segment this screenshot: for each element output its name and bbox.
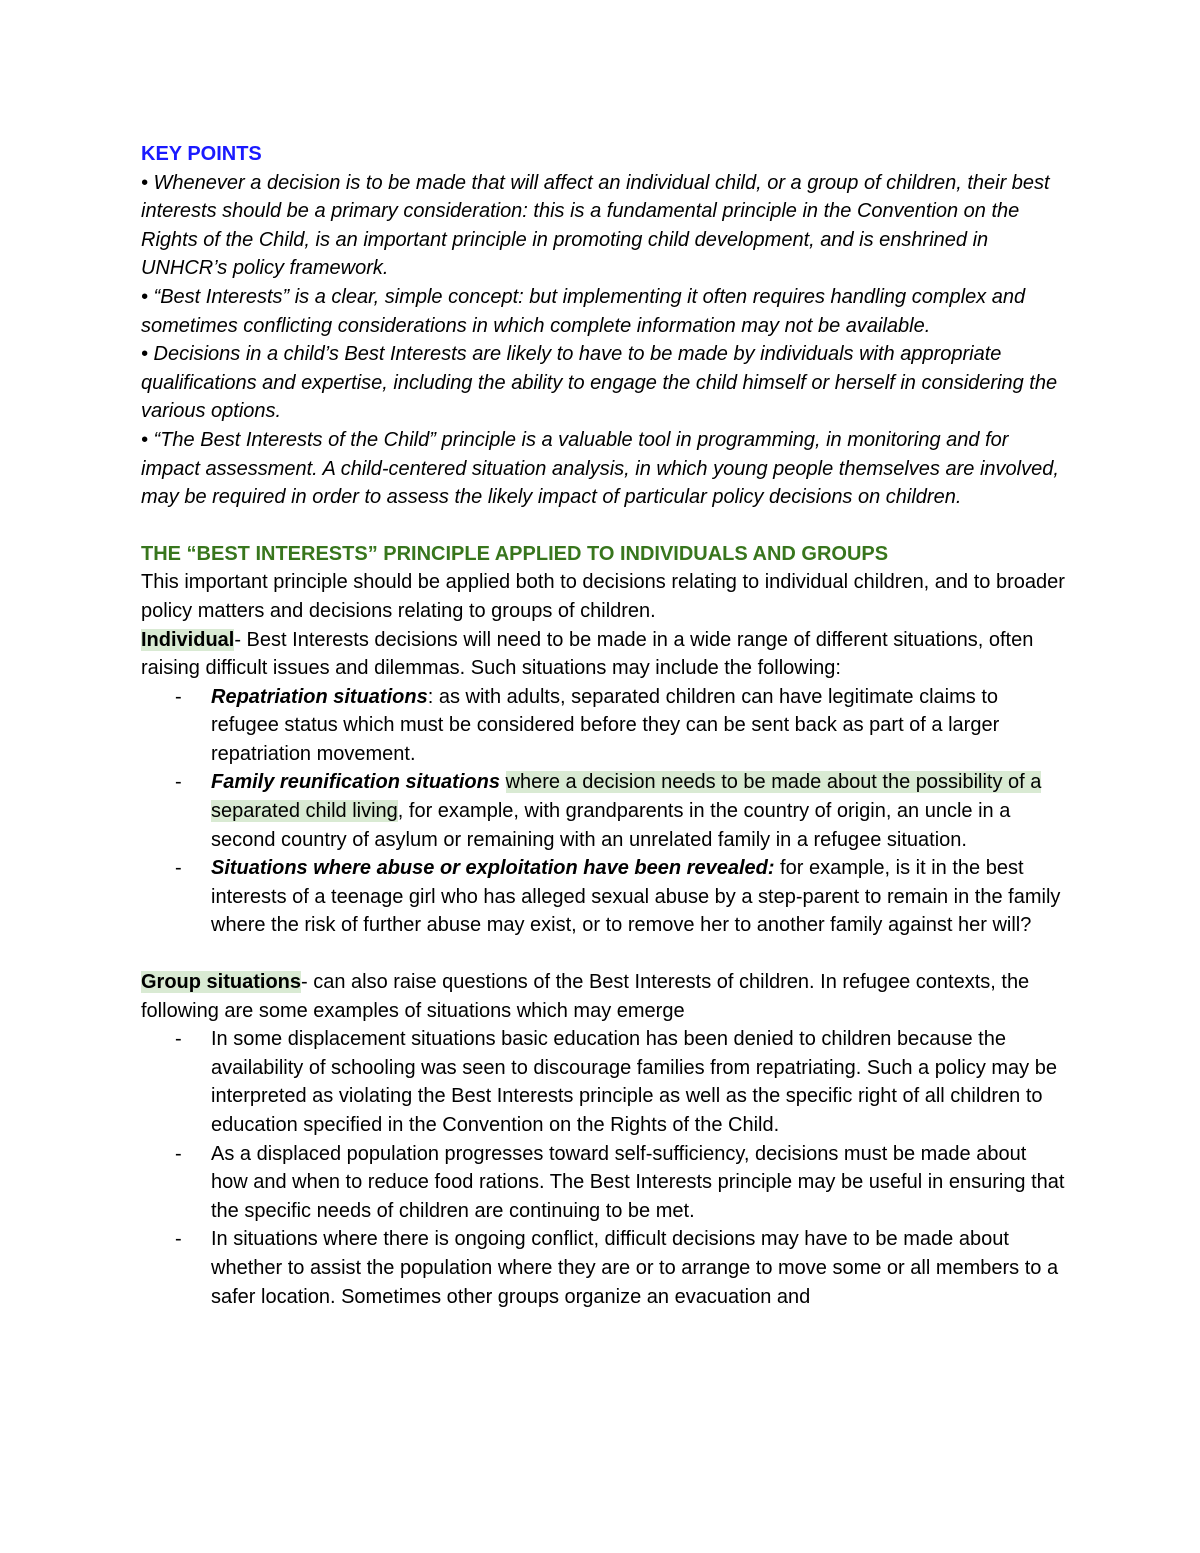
individual-text: - Best Interests decisions will need to be made in a wide range of different situations, often raising difficult issues and dilemmas. Such situations may include the following: [141,628,1034,680]
item-lead: Family reunification situations [211,771,500,794]
individual-label: Individual [141,628,235,651]
item-text: for example, is it in the best interests of a teenage girl who has alleged sexual abuse by a step-parent to remain in the family where the risk of further abuse may exist, or to remove her to another family against her will? [211,857,1061,937]
individual-paragraph [141,626,1066,683]
item-text: : as with adults, separated children can have legitimate claims to refugee status which must be considered before they can be sent back as part of a larger repatriation movement. [211,685,1000,765]
dash-marker: - [175,1228,182,1251]
item-text: In some displacement situations basic education has been denied to children because the availability of schooling was seen to discourage families from repatriating. Such a policy may be interpreted as violating the Best Interests principle as well as the specific right of all children to education specified in the Convention on the Rights of the Child. [211,1028,1057,1136]
spacer [141,940,1066,968]
list-item [175,854,1066,940]
dash-marker: - [175,771,182,794]
list-item [175,683,1066,769]
list-item [175,1025,1066,1139]
key-point-3: • Decisions in a child’s Best Interests are likely to have to be made by individuals with appropriate qualifications and expertise, including the ability to engage the child himself or herself in considering the various options. [141,343,1058,423]
key-point-2: • “Best Interests” is a clear, simple concept: but implementing it often requires handling complex and sometimes conflicting considerations in which complete information may not be available. [141,285,1026,337]
item-text: As a displaced population progresses toward self-sufficiency, decisions must be made about how and when to reduce food rations. The Best Interests principle may be useful in ensuring that the specific needs of children are continuing to be met. [211,1142,1065,1222]
group-list [141,1025,1066,1311]
group-paragraph [141,968,1066,1025]
key-point-4: • “The Best Interests of the Child” principle is a valuable tool in programming, in monitoring and for impact assessment. A child-centered situation analysis, in which young people themselves are involved, may be required in order to assess the likely impact of particular policy decisions on children. [141,428,1059,509]
list-item [175,768,1066,854]
group-label: Group situations [141,971,301,994]
list-item [175,1140,1066,1226]
dash-marker: - [175,1142,182,1165]
spacer [141,512,1066,540]
item-lead: Situations where abuse or exploitation have been revealed: [211,857,775,880]
dash-marker: - [175,1028,182,1051]
item-highlight: where a decision needs to be made about the possibility of a separated child living [211,771,1042,823]
dash-marker: - [175,857,182,880]
key-points-heading: KEY POINTS [141,143,262,165]
principle-intro: This important principle should be applied both to decisions relating to individual children, and to broader policy matters and decisions relating to groups of children. [141,571,1065,622]
key-point-1: • Whenever a decision is to be made that will affect an individual child, or a group of children, their best interests should be a primary consideration: this is a fundamental principle in the Convention on the Rights of the Child, is an important principle in promoting child development, and is enshrined in UNHCR’s policy framework. [141,171,1050,280]
dash-marker: - [175,685,182,708]
document-page [141,140,1066,1311]
principle-heading: THE “BEST INTERESTS” PRINCIPLE APPLIED TO INDIVIDUALS AND GROUPS [141,542,889,565]
individual-list [141,683,1066,940]
item-lead: Repatriation situations [211,685,428,708]
list-item [175,1225,1066,1311]
group-text: - can also raise questions of the Best Interests of children. In refugee contexts, the following are some examples of situations which may emerge [141,971,1030,1022]
item-text: In situations where there is ongoing conflict, difficult decisions may have to be made about whether to assist the population where they are or to arrange to move some or all members to a safer location. Sometimes other groups organize an evacuation and [211,1228,1059,1308]
item-text: , for example, with grandparents in the country of origin, an uncle in a second country of asylum or remaining with an unrelated family in a refugee situation. [211,800,1011,851]
